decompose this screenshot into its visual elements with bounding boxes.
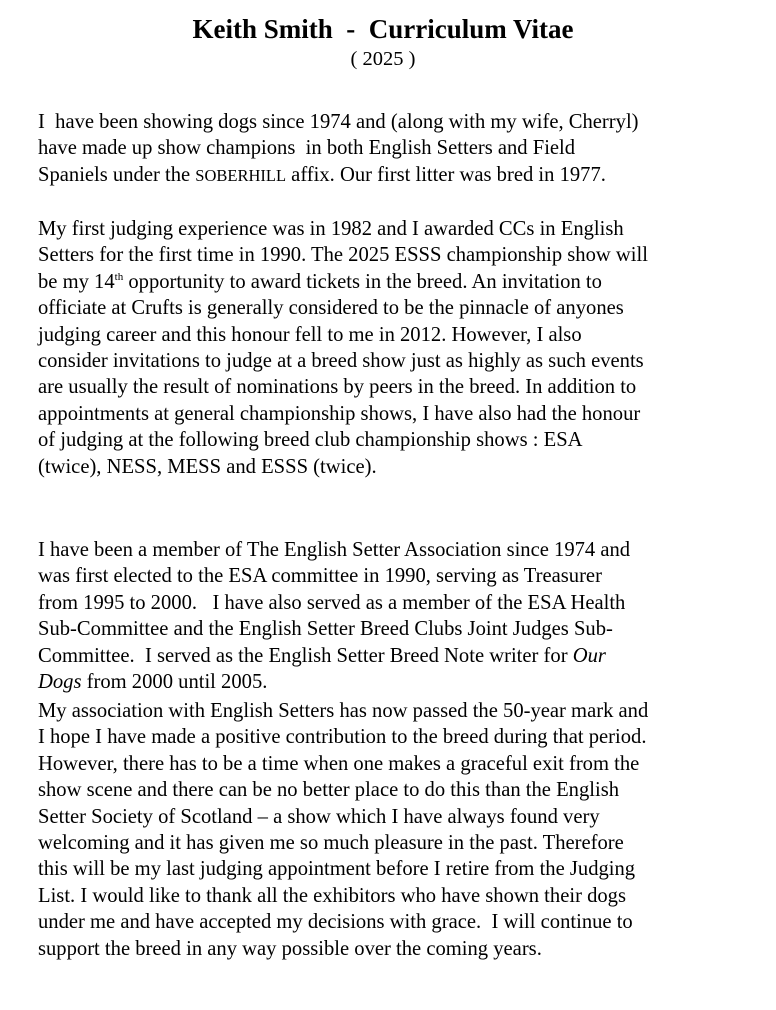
document-year: ( 2025 ) <box>350 48 416 70</box>
text-line: are usually the result of nominations by peers in the breed. In addition to <box>38 376 637 399</box>
text-line <box>38 162 758 188</box>
paragraph-judging <box>38 216 758 480</box>
text-line <box>38 269 758 295</box>
text-fragment: Spaniels under the <box>38 163 196 186</box>
text-line: However, there has to be a time when one makes a graceful exit from the <box>38 752 640 775</box>
text-line: My first judging experience was in 1982 and I awarded CCs in English <box>38 218 624 240</box>
text-fragment: be my 14 <box>38 270 115 293</box>
text-line: I hope I have made a positive contribution to the breed during that period. <box>38 726 647 749</box>
text-line: welcoming and it has given me so much pleasure in the past. Therefore <box>38 831 624 854</box>
text-line: officiate at Crufts is generally considered to be the pinnacle of anyones <box>38 297 624 320</box>
text-line: have made up show champions in both English Setters and Field <box>38 137 576 160</box>
text-line: under me and have accepted my decisions with grace. I will continue to <box>38 911 633 934</box>
text-fragment: Committee. I served as the English Setter Breed Note writer for <box>38 644 573 667</box>
text-line: My association with English Setters has now passed the 50-year mark and <box>38 700 649 722</box>
text-line: consider invitations to judge at a breed show just as highly as such events <box>38 349 644 372</box>
paragraph-committee <box>38 537 758 695</box>
text-line: I have been showing dogs since 1974 and (along with my wife, Cherryl) <box>38 111 639 133</box>
text-line: show scene and there can be no better place to do this than the English <box>38 779 620 802</box>
text-line <box>38 643 758 669</box>
text-line: was first elected to the ESA committee in 1990, serving as Treasurer <box>38 565 602 588</box>
text-fragment: affix. Our first litter was bred in 1977. <box>286 163 606 186</box>
text-line <box>38 669 758 695</box>
kennel-affix: SOBERHILL <box>195 165 287 185</box>
ordinal-suffix: th <box>114 270 124 283</box>
text-line: Sub-Committee and the English Setter Breed Clubs Joint Judges Sub- <box>38 618 613 641</box>
text-fragment: from 2000 until 2005. <box>81 670 268 693</box>
text-line: List. I would like to thank all the exhibitors who have shown their dogs <box>38 884 626 907</box>
text-line: support the breed in any way possible over the coming years. <box>38 937 542 960</box>
text-line: of judging at the following breed club championship shows : ESA <box>38 429 583 452</box>
paragraph-intro <box>38 109 758 188</box>
text-line: appointments at general championship shows, I have also had the honour <box>38 402 641 425</box>
text-line: Setter Society of Scotland – a show which I have always found very <box>38 805 600 828</box>
text-line: this will be my last judging appointment before I retire from the Judging <box>38 858 636 881</box>
text-line: from 1995 to 2000. I have also served as a member of the ESA Health <box>38 591 626 614</box>
text-line: judging career and this honour fell to me in 2012. However, I also <box>38 323 582 346</box>
text-line: I have been a member of The English Setter Association since 1974 and <box>38 539 631 561</box>
publication-title: Our <box>572 644 606 667</box>
publication-title: Dogs <box>38 670 82 693</box>
text-fragment: opportunity to award tickets in the breed. An invitation to <box>123 270 602 293</box>
text-line: (twice), NESS, MESS and ESSS (twice). <box>38 455 377 478</box>
paragraph-retirement <box>38 698 758 962</box>
text-line: Setters for the first time in 1990. The 2025 ESSS championship show will <box>38 244 648 267</box>
document-title: Keith Smith - Curriculum Vitae <box>192 14 574 44</box>
